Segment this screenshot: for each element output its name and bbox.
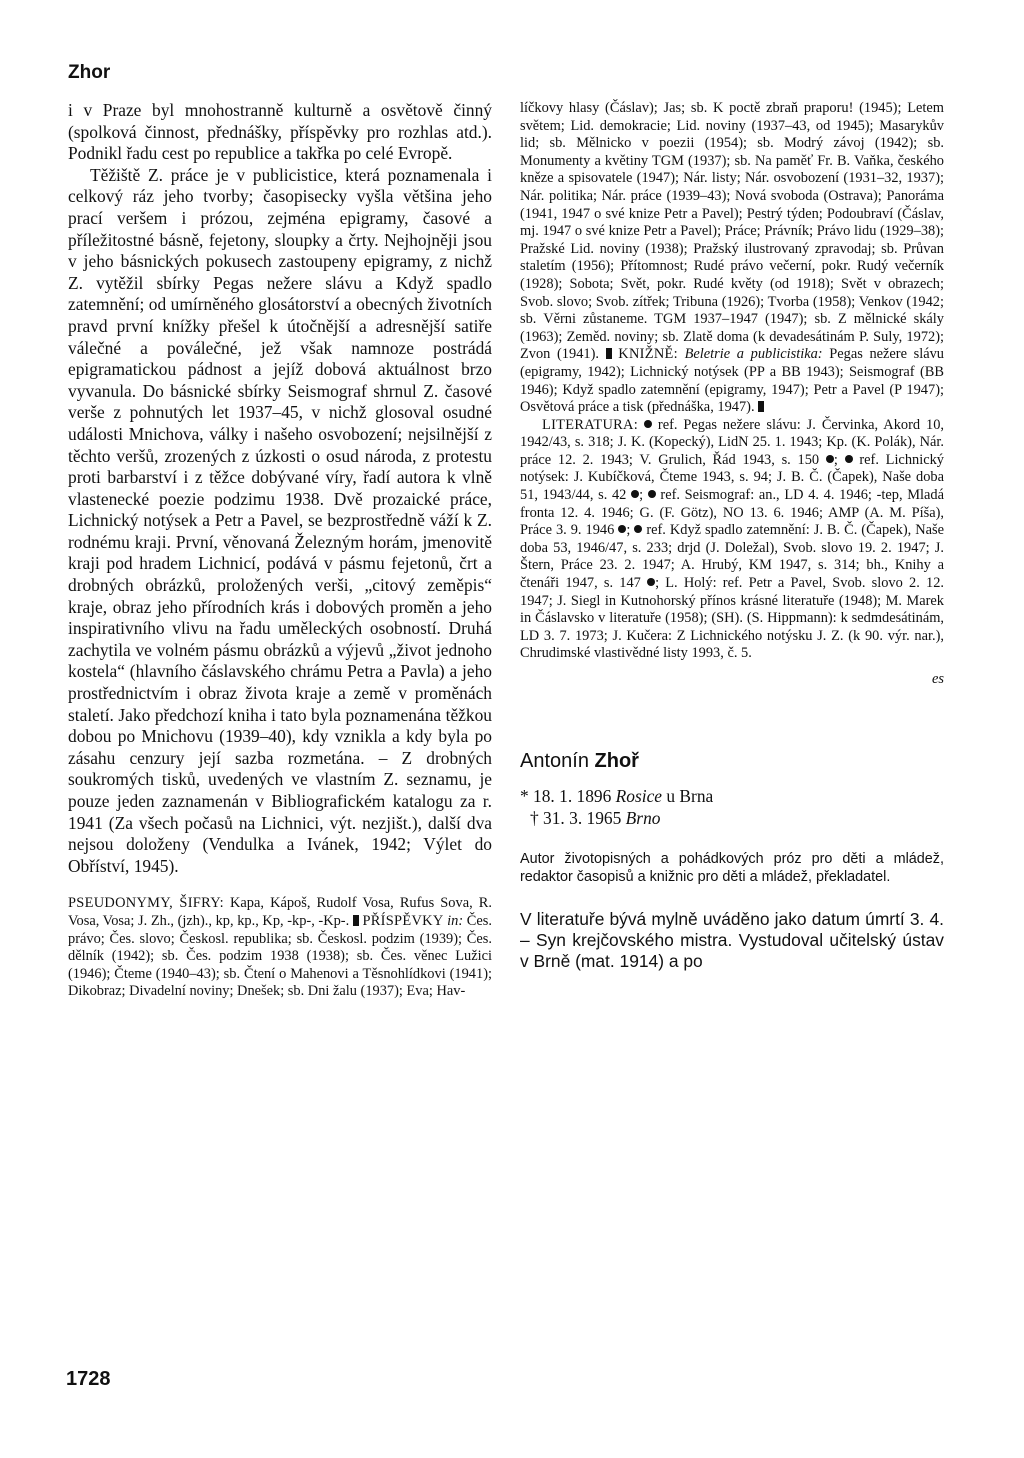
birth-date: * 18. 1. 1896 bbox=[520, 786, 612, 806]
literature-item: ref. Když spadlo zatemnění: J. B. Č. (Čapek), Naše doba 53, 1946/47, s. 233; drjd (J. Doležal), Svob. slovo 19. 2. 1947; J. Štern, Práce 23. 2. 1947; A. Hrubý, KM 1947, s. 314; bh., Knihy a čtenáři 1947, s. 147 bbox=[520, 522, 944, 592]
author-signature: es bbox=[932, 671, 944, 687]
bullet-icon bbox=[644, 420, 652, 428]
birth-place-suffix: u Brna bbox=[666, 786, 714, 806]
section-mark-icon bbox=[353, 915, 359, 926]
bullet-icon bbox=[826, 455, 834, 463]
literature-item: L. Holý: ref. Petr a Pavel, Svob. slovo 2. 12. 1947; J. Siegl in Kutnohorský přínos krásné literatuře (1948); M. Marek in Čáslavsko v literatuře (1958); (SH). (S. Hippmann): k sedmdesátinám, LD 3. 7. 1973; J. Kučera: Z Lichnického notýsku J. Z. (k 90. výr. nar.), Chrudimské vlastivědné listy 1993, č. 5. bbox=[520, 575, 944, 662]
contributions-cont-text: líčkovy hlasy (Čáslav); Jas; sb. K poctě zbraň praporu! (1945); Letem světem; Lid. demokracie; Lid. noviny (1937–43, od 1945); Masarykův lid; sb. Mělnicko v poezii (1954); sb. Modrý závoj (1942); sb. Monumenty a květiny TGM (1937); sb. Na paměť Fr. B. Vaňka, českého kněze a spisovatele (1947); Nár. listy; Nár. osvobození (1931–32, 1937); Nár. politika; Nár. práce (1939–43); Nová svoboda (Ostrava); Panoráma (1941, 1947 o své knize Petr a Pavel); Pestrý týden; Podoubraví (Čáslav, mj. 1947 o své knize Petr a Pavel); Práce; Právník; Právo lidu (1929–38); Pražské Lid. noviny (1938); Pražský ilustrovaný zpravodaj; sb. Průvan staletím (1956); Přítomnost; Rudé právo večerní, pokr. Rudý večerník (1928); Sobota; Svět, pokr. Rudé květy (od 1918); Svět v obrazech; Svob. slovo; Svob. zítřek; Tribuna (1926); Tvorba (1958); Venkov (1942; sb. Věrni zůstaneme. TGM 1937–1947 (1947); sb. Z mělnické skály (1963); Zeměd. noviny; sb. Zlatě doma (k devadesátinám P. Suly, 1972); Zvon (1941). bbox=[520, 100, 944, 363]
paragraph-work: Těžiště Z. práce je v publicistice, která poznamenala i celkový ráz jeho tvorby; časopisecky vyšla většina jeho prací veršem i prózou, zejména epigramy, časové a příležitostné básně, fejetony, sloupky a črty. Nejhojněji jsou v jeho básnických pokusech zastoupeny epigramy, z nichž Z. vytěžil sbírky Pegas nežere slávu a Když spadlo zatemnění; od umírněného glosátorství a obecných životních pravd první knížky přešel k útočnější a adresnější satiře válečné a poválečné, jež však namnoze postrádá epigramatickou pádnost a jejíž dobová aktuálnost brzo vyvanula. Do básnické sbírky Seismograf shrnul Z. časové verše z pohnutých let 1937–45, v nichž glosoval osudné události Mnichova, války i našeho osvobození; nejsilnější z těchto veršů, zrozených z úzkosti o osud národa, z protestu proti barbarství i z těžce dobývané víry, řadí autora k vlně vlastenecké poezie podzimu 1938. Dvě prozaické práce, Lichnický notýsek a Petr a Pavel, se bezprostředně váží k Z. rodnému kraji. První, věnovaná Železným horám, jmenovitě kraji pod hradem Lichnicí, podává v pásmu fejetonů, črt a drobných obrázků, proložených verši, „citový zeměpis“ kraje, obraz jeho přírodních krás i dobových proměn a jeho inspirativního vlivu na řadu uměleckých osobností. Druhá zachytila ve volném pásmu obrázků a výjevů „život jednoho kostela“ (hlavního čáslavského chrámu Petra a Pavla) a jeho prostřednictvím i obraz života kraje a země v proměnách staletí. Jako předchozí kniha i tato byla poznamenána těžkou dobou po Mnichovu (1939–40), kdy vznikla a kdy byla po zásahu cenzury její sazba rozmetána. – Z drobných soukromých tisků, uvedených ve vlastním Z. seznamu, je pouze jeden zaznamenán v Bibliografickém katalogu za r. 1941 (Za všech počasů na Lichnici, výt. nezjišt.), další dva nejsou doloženy (Vendulka a Ivánek, 1942; Výlet do Obříství, 1945). bbox=[68, 164, 492, 876]
running-head: Zhor bbox=[68, 62, 111, 83]
entry-first-name: Antonín bbox=[520, 750, 589, 772]
literature-item: ref. Lichnický notýsek: J. Kubíčková, Čteme 1943, s. 94; J. B. Č. (Čapek), Naše doba 51, 1943/44, s. 42 bbox=[520, 451, 944, 504]
right-column bbox=[520, 100, 944, 973]
pseudonyms-label: PSEUDONYMY, ŠIFRY: bbox=[68, 895, 224, 912]
bullet-icon bbox=[648, 490, 656, 498]
death-place: Brno bbox=[625, 808, 661, 828]
contributions-text: Čes. právo; Čes. slovo; Českosl. republika; sb. Českosl. podzim (1939); Čes. dělník (1942); sb. Čes. podzim 1938 (1938); sb. Čes. věnec Lužici (1946); Čteme (1940–43); sb. Čtení o Mahenovi a Těsnohlídkovi (1941); Dikobraz; Divadelní noviny; Dnešek; sb. Dni žalu (1937); Eva; Hav- bbox=[68, 912, 492, 1000]
birth-place: Rosice bbox=[615, 786, 663, 806]
bullet-icon bbox=[634, 525, 642, 533]
paragraph-career: i v Praze byl mnohostranně kulturně a osvětově činný (spolková činnost, přednášky, příspěvky pro rozhlas atd.). Podnikl řadu cest po republice a takřka po celé Evropě. bbox=[68, 100, 492, 164]
bullet-icon bbox=[845, 455, 853, 463]
section-mark-icon bbox=[606, 348, 612, 359]
contributions-label: PŘÍSPĚVKY bbox=[362, 912, 444, 929]
death-line bbox=[520, 807, 944, 829]
entry-heading bbox=[520, 750, 944, 773]
bullet-icon bbox=[618, 525, 626, 533]
contributions-in: in: bbox=[447, 912, 464, 929]
entry-annotation: Autor životopisných a pohádkových próz pro děti a mládež, redaktor časopisů a knižnic pro děti a mládež, překladatel. bbox=[520, 851, 944, 885]
entry-body-start: V literatuře bývá mylně uváděno jako datum úmrtí 3. 4. – Syn krejčovského mistra. Vystudoval učitelský ústav v Brně (mat. 1914) a po bbox=[520, 908, 944, 972]
life-dates bbox=[520, 785, 944, 829]
books-label: KNIŽNĚ: bbox=[618, 346, 678, 363]
pseudonyms-section bbox=[68, 895, 492, 1001]
literature-section: LITERATURA: ref. Pegas nežere slávu: J. Červinka, Akord 10, 1942/43, s. 318; J. K. (Kopecký), LidN 25. 1. 1943; Kp. (K. Polák), Nár. práce 12. 2. 1943; V. Grulich, Řád 1943, s. 150 ; ref. Lichnický notýsek: J. Kubíčková, Čteme 1943, s. 94; J. B. Č. (Čapek), Naše doba 51, 1943/44, s. 42 ; ref. Seismograf: an., LD 4. 4. 1946; -tep, Mladá fronta 12. 4. 1946; G. (F. Götz), NO 13. 6. 1946; AMP (A. M. Píša), Práce 3. 9. 1946 ; ref. Když spadlo zatemnění: J. B. Č. (Čapek), Naše doba 53, 1946/47, s. 233; drjd (J. Doležal), Svob. slovo 19. 2. 1947; J. Štern, Práce 23. 2. 1947; A. Hrubý, KM 1947, s. 314; bh., Knihy a čtenáři 1947, s. 147 ; L. Holý: ref. Petr a Pavel, Svob. slovo 2. 12. 1947; J. Siegl in Kutnohorský přínos krásné literatuře (1948); M. Marek in Čáslavsko v literatuře (1958); (SH). (S. Hippmann): k sedmdesátinám, LD 3. 7. 1973; J. Kučera: Z Lichnického notýsku J. Z. (k 90. výr. nar.), Chrudimské vlastivědné listy 1993, č. 5. bbox=[520, 416, 944, 662]
birth-line bbox=[520, 785, 944, 807]
section-end-icon bbox=[758, 401, 764, 412]
contributions-continued bbox=[520, 100, 944, 417]
bullet-icon bbox=[631, 490, 639, 498]
page-number: 1728 bbox=[66, 1368, 111, 1390]
pseudonyms-text: Kapa, Kápoš, Rudolf Vosa, Rufus Sova, R. Vosa, Vosa; J. Zh., (jzh)., kp, kp., Kp, -kp-, -Kp-. bbox=[68, 895, 492, 929]
literature-item: ref. Pegas nežere slávu: J. Červinka, Akord 10, 1942/43, s. 318; J. K. (Kopecký), LidN 25. 1. 1943; Kp. (K. Polák), Nár. práce 12. 2. 1943; V. Grulich, Řád 1943, s. 150 bbox=[520, 416, 944, 468]
literature-label: LITERATURA: bbox=[542, 416, 639, 433]
death-date: † 31. 3. 1965 bbox=[530, 808, 622, 828]
books-text: Pegas nežere slávu (epigramy, 1942); Lichnický notýsek (PP a BB 1943); Seismograf (BB 1946); Když spadlo zatemnění (epigramy, 1947); Petr a Pavel (P 1947); Osvětová práce a tisk (přednáška, 1947). bbox=[520, 346, 945, 416]
entry-body-left bbox=[68, 100, 492, 877]
books-category: Beletrie a publicistika: bbox=[684, 346, 823, 363]
bullet-icon bbox=[647, 578, 655, 586]
entry-surname: Zhoř bbox=[594, 750, 639, 772]
left-column bbox=[68, 100, 492, 1001]
literature-item: ref. Seismograf: an., LD 4. 4. 1946; -tep, Mladá fronta 12. 4. 1946; G. (F. Götz), NO 13. 6. 1946; AMP (A. M. Píša), Práce 3. 9. 1946 bbox=[520, 487, 944, 539]
